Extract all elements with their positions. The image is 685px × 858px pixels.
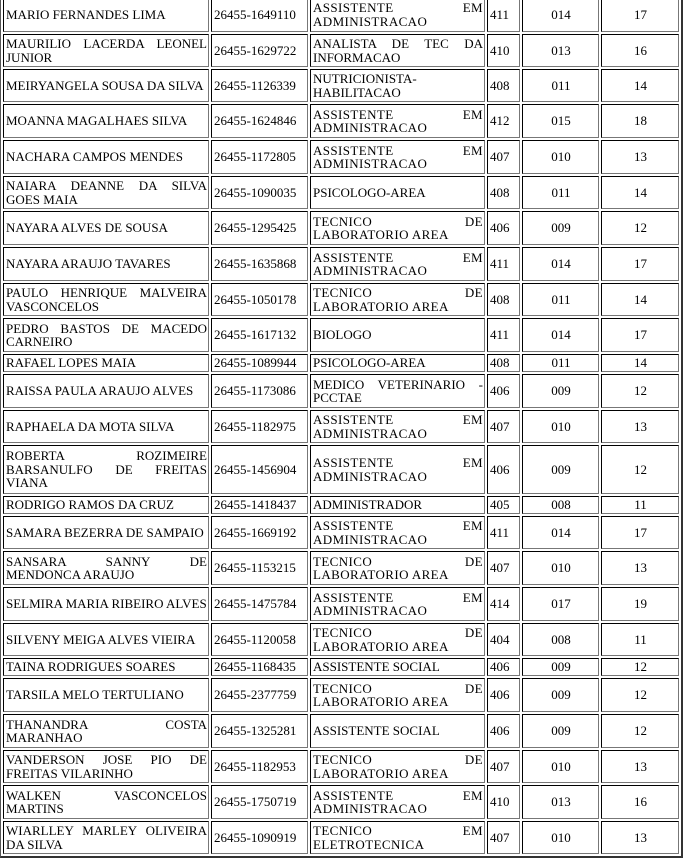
cell-code: 408 (487, 354, 520, 372)
table-row (3, 714, 679, 748)
cell-name: RAFAEL LOPES MAIA (3, 354, 209, 372)
cell-role: ASSISTENTE EM ADMINISTRACAO (310, 104, 485, 138)
cell-name: SAMARA BEZERRA DE SAMPAIO (3, 516, 209, 549)
cell-level: 009 (522, 658, 599, 676)
cell-name: VANDERSON JOSE PIO DE FREITAS VILARINHO (3, 750, 209, 783)
cell-registration: 26455-1090919 (211, 821, 308, 854)
cell-level: 011 (522, 283, 599, 316)
cell-name: MAURILIO LACERDA LEONEL JUNIOR (3, 34, 209, 67)
cell-level: 014 (522, 318, 599, 352)
cell-level: 010 (522, 821, 599, 854)
table-row (3, 247, 679, 281)
table-row (3, 34, 679, 67)
cell-code: 410 (487, 34, 520, 67)
cell-role: TECNICO DE LABORATORIO AREA (310, 211, 485, 245)
cell-role: ASSISTENTE EM ADMINISTRACAO (310, 587, 485, 621)
cell-class: 14 (601, 283, 679, 316)
cell-registration: 26455-1089944 (211, 354, 308, 372)
table-row (3, 785, 679, 819)
table-row (3, 750, 679, 783)
cell-level: 009 (522, 445, 599, 494)
cell-registration: 26455-1624846 (211, 104, 308, 138)
cell-level: 009 (522, 211, 599, 245)
cell-level: 009 (522, 678, 599, 712)
cell-class: 17 (601, 247, 679, 281)
cell-name: RODRIGO RAMOS DA CRUZ (3, 496, 209, 514)
cell-class: 17 (601, 318, 679, 352)
cell-name: TARSILA MELO TERTULIANO (3, 678, 209, 712)
cell-class: 12 (601, 445, 679, 494)
cell-level: 008 (522, 496, 599, 514)
cell-registration: 26455-1629722 (211, 34, 308, 67)
cell-registration: 26455-1182953 (211, 750, 308, 783)
cell-name: PAULO HENRIQUE MALVEIRA VASCONCELOS (3, 283, 209, 316)
cell-class: 12 (601, 374, 679, 408)
cell-registration: 26455-1617132 (211, 318, 308, 352)
cell-class: 13 (601, 821, 679, 854)
cell-level: 011 (522, 69, 599, 102)
table-row (3, 821, 679, 854)
cell-code: 408 (487, 283, 520, 316)
cell-code: 406 (487, 678, 520, 712)
cell-level: 008 (522, 623, 599, 656)
cell-role: ASSISTENTE EM ADMINISTRACAO (310, 0, 485, 32)
table-row (3, 211, 679, 245)
cell-role: ADMINISTRADOR (310, 496, 485, 514)
cell-name: WIARLLEY MARLEY OLIVEIRA DA SILVA (3, 821, 209, 854)
cell-level: 009 (522, 714, 599, 748)
cell-code: 407 (487, 551, 520, 585)
cell-role: NUTRICIONISTA-HABILITACAO (310, 69, 485, 102)
cell-code: 407 (487, 821, 520, 854)
cell-registration: 26455-1750719 (211, 785, 308, 819)
table-row (3, 283, 679, 316)
table-row (3, 318, 679, 352)
cell-registration: 26455-1050178 (211, 283, 308, 316)
cell-class: 13 (601, 551, 679, 585)
cell-role: ASSISTENTE EM ADMINISTRACAO (310, 445, 485, 494)
cell-role: PSICOLOGO-AREA (310, 176, 485, 209)
table-row (3, 69, 679, 102)
cell-class: 12 (601, 678, 679, 712)
cell-class: 11 (601, 496, 679, 514)
table-row (3, 410, 679, 443)
cell-class: 14 (601, 354, 679, 372)
table-row (3, 140, 679, 174)
cell-class: 19 (601, 587, 679, 621)
cell-role: ASSISTENTE EM ADMINISTRACAO (310, 516, 485, 549)
cell-name: SILVENY MEIGA ALVES VIEIRA (3, 623, 209, 656)
cell-name: NAYARA ARAUJO TAVARES (3, 247, 209, 281)
cell-registration: 26455-1173086 (211, 374, 308, 408)
cell-level: 015 (522, 104, 599, 138)
cell-registration: 26455-1325281 (211, 714, 308, 748)
cell-name: RAPHAELA DA MOTA SILVA (3, 410, 209, 443)
cell-name: SELMIRA MARIA RIBEIRO ALVES (3, 587, 209, 621)
cell-code: 406 (487, 658, 520, 676)
cell-registration: 26455-1475784 (211, 587, 308, 621)
cell-level: 013 (522, 34, 599, 67)
cell-code: 411 (487, 247, 520, 281)
cell-role: ASSISTENTE EM ADMINISTRACAO (310, 410, 485, 443)
cell-class: 12 (601, 658, 679, 676)
cell-role: ANALISTA DE TEC DA INFORMACAO (310, 34, 485, 67)
cell-level: 011 (522, 354, 599, 372)
table-row (3, 658, 679, 676)
table-row (3, 587, 679, 621)
cell-level: 011 (522, 176, 599, 209)
cell-name: NAIARA DEANNE DA SILVA GOES MAIA (3, 176, 209, 209)
table-row (3, 516, 679, 549)
cell-name: SANSARA SANNY DE MENDONCA ARAUJO (3, 551, 209, 585)
cell-registration: 26455-1120058 (211, 623, 308, 656)
cell-level: 017 (522, 587, 599, 621)
cell-level: 009 (522, 374, 599, 408)
cell-registration: 26455-1182975 (211, 410, 308, 443)
cell-role: TECNICO DE LABORATORIO AREA (310, 283, 485, 316)
cell-name: NACHARA CAMPOS MENDES (3, 140, 209, 174)
cell-registration: 26455-1153215 (211, 551, 308, 585)
cell-registration: 26455-1126339 (211, 69, 308, 102)
cell-code: 410 (487, 785, 520, 819)
cell-code: 411 (487, 318, 520, 352)
cell-role: BIOLOGO (310, 318, 485, 352)
cell-class: 14 (601, 176, 679, 209)
cell-class: 13 (601, 140, 679, 174)
cell-class: 13 (601, 410, 679, 443)
cell-name: WALKEN VASCONCELOS MARTINS (3, 785, 209, 819)
cell-level: 014 (522, 516, 599, 549)
cell-code: 406 (487, 445, 520, 494)
cell-registration: 26455-1418437 (211, 496, 308, 514)
cell-class: 12 (601, 714, 679, 748)
cell-class: 16 (601, 785, 679, 819)
cell-code: 407 (487, 140, 520, 174)
cell-code: 407 (487, 410, 520, 443)
cell-class: 17 (601, 516, 679, 549)
cell-level: 014 (522, 247, 599, 281)
cell-code: 414 (487, 587, 520, 621)
cell-class: 13 (601, 750, 679, 783)
cell-role: ASSISTENTE EM ADMINISTRACAO (310, 247, 485, 281)
cell-role: TECNICO DE LABORATORIO AREA (310, 551, 485, 585)
cell-registration: 26455-2377759 (211, 678, 308, 712)
cell-registration: 26455-1295425 (211, 211, 308, 245)
cell-name: ROBERTA ROZIMEIRE BARSANULFO DE FREITAS VIANA (3, 445, 209, 494)
cell-role: TECNICO EM ELETROTECNICA (310, 821, 485, 854)
cell-registration: 26455-1649110 (211, 0, 308, 32)
table-row (3, 496, 679, 514)
cell-registration: 26455-1172805 (211, 140, 308, 174)
cell-code: 407 (487, 750, 520, 783)
cell-role: TECNICO DE LABORATORIO AREA (310, 623, 485, 656)
cell-name: MARIO FERNANDES LIMA (3, 0, 209, 32)
cell-code: 406 (487, 211, 520, 245)
cell-code: 408 (487, 176, 520, 209)
cell-registration: 26455-1635868 (211, 247, 308, 281)
cell-level: 010 (522, 551, 599, 585)
cell-role: TECNICO DE LABORATORIO AREA (310, 750, 485, 783)
table-row (3, 551, 679, 585)
cell-code: 411 (487, 0, 520, 32)
staff-table-body (3, 0, 679, 854)
table-row (3, 176, 679, 209)
cell-name: MEIRYANGELA SOUSA DA SILVA (3, 69, 209, 102)
cell-name: TAINA RODRIGUES SOARES (3, 658, 209, 676)
cell-name: NAYARA ALVES DE SOUSA (3, 211, 209, 245)
cell-code: 406 (487, 374, 520, 408)
cell-role: ASSISTENTE EM ADMINISTRACAO (310, 140, 485, 174)
cell-name: MOANNA MAGALHAES SILVA (3, 104, 209, 138)
cell-registration: 26455-1456904 (211, 445, 308, 494)
cell-class: 14 (601, 69, 679, 102)
cell-level: 010 (522, 140, 599, 174)
cell-registration: 26455-1669192 (211, 516, 308, 549)
cell-class: 16 (601, 34, 679, 67)
cell-name: PEDRO BASTOS DE MACEDO CARNEIRO (3, 318, 209, 352)
cell-name: THANANDRA COSTA MARANHAO (3, 714, 209, 748)
cell-code: 411 (487, 516, 520, 549)
table-row (3, 374, 679, 408)
cell-class: 12 (601, 211, 679, 245)
table-row (3, 354, 679, 372)
cell-level: 014 (522, 0, 599, 32)
cell-level: 010 (522, 750, 599, 783)
table-row (3, 104, 679, 138)
cell-role: MEDICO VETERINARIO - PCCTAE (310, 374, 485, 408)
cell-role: ASSISTENTE SOCIAL (310, 714, 485, 748)
cell-registration: 26455-1090035 (211, 176, 308, 209)
cell-class: 11 (601, 623, 679, 656)
cell-name: RAISSA PAULA ARAUJO ALVES (3, 374, 209, 408)
cell-role: PSICOLOGO-AREA (310, 354, 485, 372)
cell-registration: 26455-1168435 (211, 658, 308, 676)
table-row (3, 0, 679, 32)
cell-role: ASSISTENTE EM ADMINISTRACAO (310, 785, 485, 819)
cell-code: 406 (487, 714, 520, 748)
cell-role: ASSISTENTE SOCIAL (310, 658, 485, 676)
table-row (3, 623, 679, 656)
cell-code: 408 (487, 69, 520, 102)
cell-code: 404 (487, 623, 520, 656)
cell-code: 412 (487, 104, 520, 138)
cell-level: 010 (522, 410, 599, 443)
cell-class: 18 (601, 104, 679, 138)
cell-level: 013 (522, 785, 599, 819)
table-row (3, 445, 679, 494)
cell-class: 17 (601, 0, 679, 32)
cell-code: 405 (487, 496, 520, 514)
table-row (3, 678, 679, 712)
cell-role: TECNICO DE LABORATORIO AREA (310, 678, 485, 712)
